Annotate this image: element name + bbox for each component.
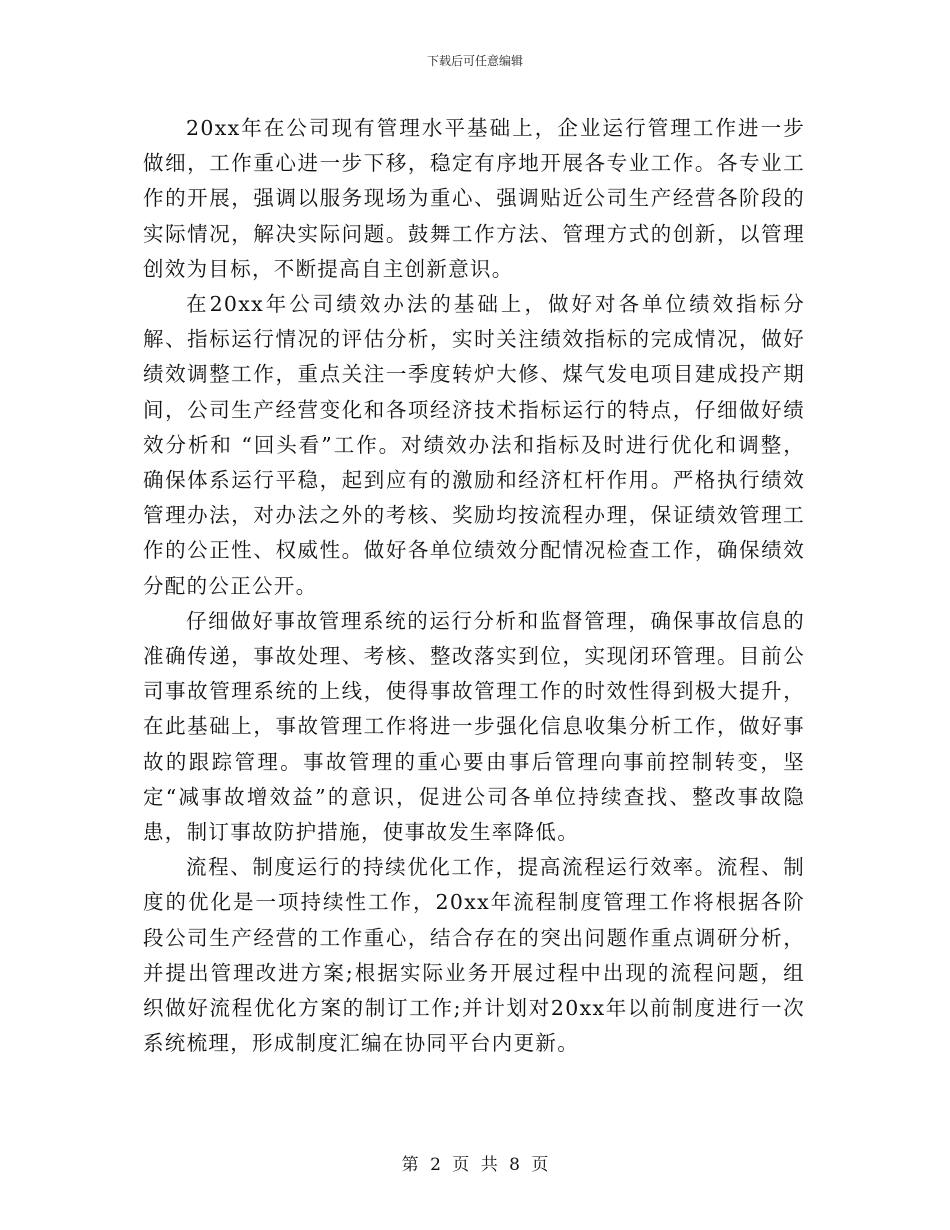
paragraph: 在20xx年公司绩效办法的基础上，做好对各单位绩效指标分解、指标运行情况的评估分析，实时关注绩效指标的完成情况，做好绩效调整工作，重点关注一季度转炉大修、煤气发电项目建成投产期间，公司生产经营变化和各项经济技术指标运行的特点，仔细做好绩效分析和 “回头看”工作。对绩效办法和指标及时进行优化和调整，确保体系运行平稳，起到应有的激励和经济杠杆作用。严格执行绩效管理办法，对办法之外的考核、奖励均按流程办理，保证绩效管理工作的公正性、权威性。做好各单位绩效分配情况检查工作，确保绩效分配的公正公开。 <box>143 292 805 598</box>
paragraph: 仔细做好事故管理系统的运行分析和监督管理，确保事故信息的准确传递，事故处理、考核、整改落实到位，实现闭环管理。目前公司事故管理系统的上线，使得事故管理工作的时效性得到极大提升，在此基础上，事故管理工作将进一步强化信息收集分析工作，做好事故的跟踪管理。事故管理的重心要由事后管理向事前控制转变，坚定“减事故增效益”的意识，促进公司各单位持续查找、整改事故隐患，制订事故防护措施，使事故发生率降低。 <box>143 608 805 845</box>
paragraph: 20xx年在公司现有管理水平基础上，企业运行管理工作进一步做细，工作重心进一步下移，稳定有序地开展各专业工作。各专业工作的开展，强调以服务现场为重心、强调贴近公司生产经营各阶段的实际情况，解决实际问题。鼓舞工作方法、管理方式的创新，以管理创效为目标，不断提高自主创新意识。 <box>143 116 805 281</box>
page-header: 下载后可任意编辑 <box>426 54 523 68</box>
document-body <box>143 111 805 1061</box>
paragraph: 流程、制度运行的持续优化工作，提高流程运行效率。流程、制度的优化是一项持续性工作，20xx年流程制度管理工作将根据各阶段公司生产经营的工作重心，结合存在的突出问题作重点调研分析，并提出管理改进方案;根据实际业务开展过程中出现的流程问题，组织做好流程优化方案的制订工作;并计划对20xx年以前制度进行一次系统梳理，形成制度汇编在协同平台内更新。 <box>143 855 805 1056</box>
page-number: 第 2 页 共 8 页 <box>401 1155 549 1175</box>
